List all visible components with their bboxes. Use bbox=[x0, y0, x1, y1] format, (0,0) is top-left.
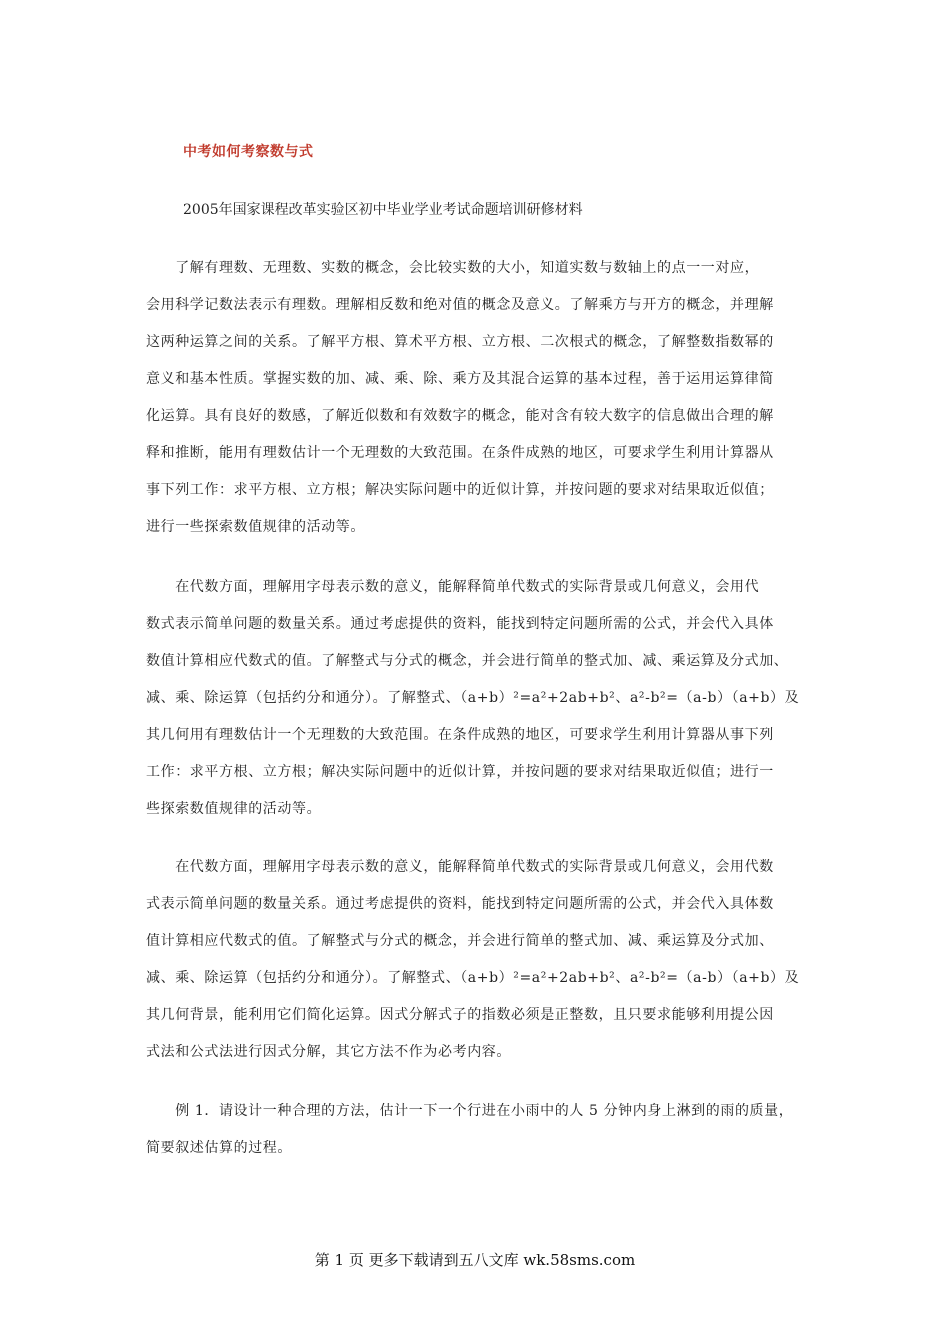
paragraph-line: 例 1．请设计一种合理的方法，估计一下一个行进在小雨中的人 5 分钟内身上淋到的雨的质量， bbox=[146, 1103, 794, 1119]
paragraph-line: 些探索数值规律的活动等。 bbox=[146, 801, 322, 817]
document-title: 中考如何考察数与式 bbox=[183, 144, 314, 160]
paragraph-line: 释和推断，能用有理数估计一个无理数的大致范围。在条件成熟的地区，可要求学生利用计算器从 bbox=[146, 445, 774, 461]
paragraph-1 bbox=[146, 257, 812, 553]
example-1 bbox=[146, 1100, 812, 1174]
paragraph-line: 值计算相应代数式的值。了解整式与分式的概念，并会进行简单的整式加、减、乘运算及分式加、 bbox=[146, 933, 774, 949]
paragraph-line: 进行一些探索数值规律的活动等。 bbox=[146, 519, 365, 535]
paragraph-line: 在代数方面，理解用字母表示数的意义，能解释简单代数式的实际背景或几何意义，会用代 bbox=[146, 579, 760, 595]
paragraph-line: 工作：求平方根、立方根；解决实际问题中的近似计算，并按问题的要求对结果取近似值；进行一 bbox=[146, 764, 774, 780]
paragraph-line: 数值计算相应代数式的值。了解整式与分式的概念，并会进行简单的整式加、减、乘运算及分式加、 bbox=[146, 653, 789, 669]
paragraph-3 bbox=[146, 856, 812, 1078]
paragraph-line: 这两种运算之间的关系。了解平方根、算术平方根、立方根、二次根式的概念，了解整数指数幂的 bbox=[146, 334, 774, 350]
paragraph-line: 事下列工作：求平方根、立方根；解决实际问题中的近似计算，并按问题的要求对结果取近似值； bbox=[146, 482, 774, 498]
paragraph-line: 式法和公式法进行因式分解，其它方法不作为必考内容。 bbox=[146, 1044, 511, 1060]
paragraph-line: 意义和基本性质。掌握实数的加、减、乘、除、乘方及其混合运算的基本过程，善于运用运算律简 bbox=[146, 371, 774, 387]
paragraph-line: 化运算。具有良好的数感，了解近似数和有效数字的概念，能对含有较大数字的信息做出合理的解 bbox=[146, 408, 774, 424]
paragraph-line: 数式表示简单问题的数量关系。通过考虑提供的资料，能找到特定问题所需的公式，并会代入具体 bbox=[146, 616, 774, 632]
paragraph-2 bbox=[146, 576, 812, 835]
paragraph-line: 其几何用有理数估计一个无理数的大致范围。在条件成熟的地区，可要求学生利用计算器从事下列 bbox=[146, 727, 774, 743]
page-footer: 第 1 页 更多下载请到五八文库 wk.58sms.com bbox=[314, 1251, 636, 1269]
paragraph-line: 其几何背景，能利用它们简化运算。因式分解式子的指数必须是正整数，且只要求能够利用提公因 bbox=[146, 1007, 774, 1023]
paragraph-line: 了解有理数、无理数、实数的概念，会比较实数的大小，知道实数与数轴上的点一一对应， bbox=[146, 260, 760, 276]
paragraph-line: 在代数方面，理解用字母表示数的意义，能解释简单代数式的实际背景或几何意义，会用代数 bbox=[146, 859, 774, 875]
paragraph-line: 减、乘、除运算（包括约分和通分）。了解整式、（a+b）²=a²+2ab+b²、a²-b²=（a-b）（a+b）及 bbox=[146, 970, 800, 986]
paragraph-line: 减、乘、除运算（包括约分和通分）。了解整式、（a+b）²=a²+2ab+b²、a²-b²=（a-b）（a+b）及 bbox=[146, 690, 800, 706]
paragraph-line: 会用科学记数法表示有理数。理解相反数和绝对值的概念及意义。了解乘方与开方的概念，并理解 bbox=[146, 297, 774, 313]
paragraph-line: 简要叙述估算的过程。 bbox=[146, 1140, 292, 1156]
document-subtitle: 2005年国家课程改革实验区初中毕业学业考试命题培训研修材料 bbox=[183, 202, 583, 218]
paragraph-line: 式表示简单问题的数量关系。通过考虑提供的资料，能找到特定问题所需的公式，并会代入具体数 bbox=[146, 896, 774, 912]
